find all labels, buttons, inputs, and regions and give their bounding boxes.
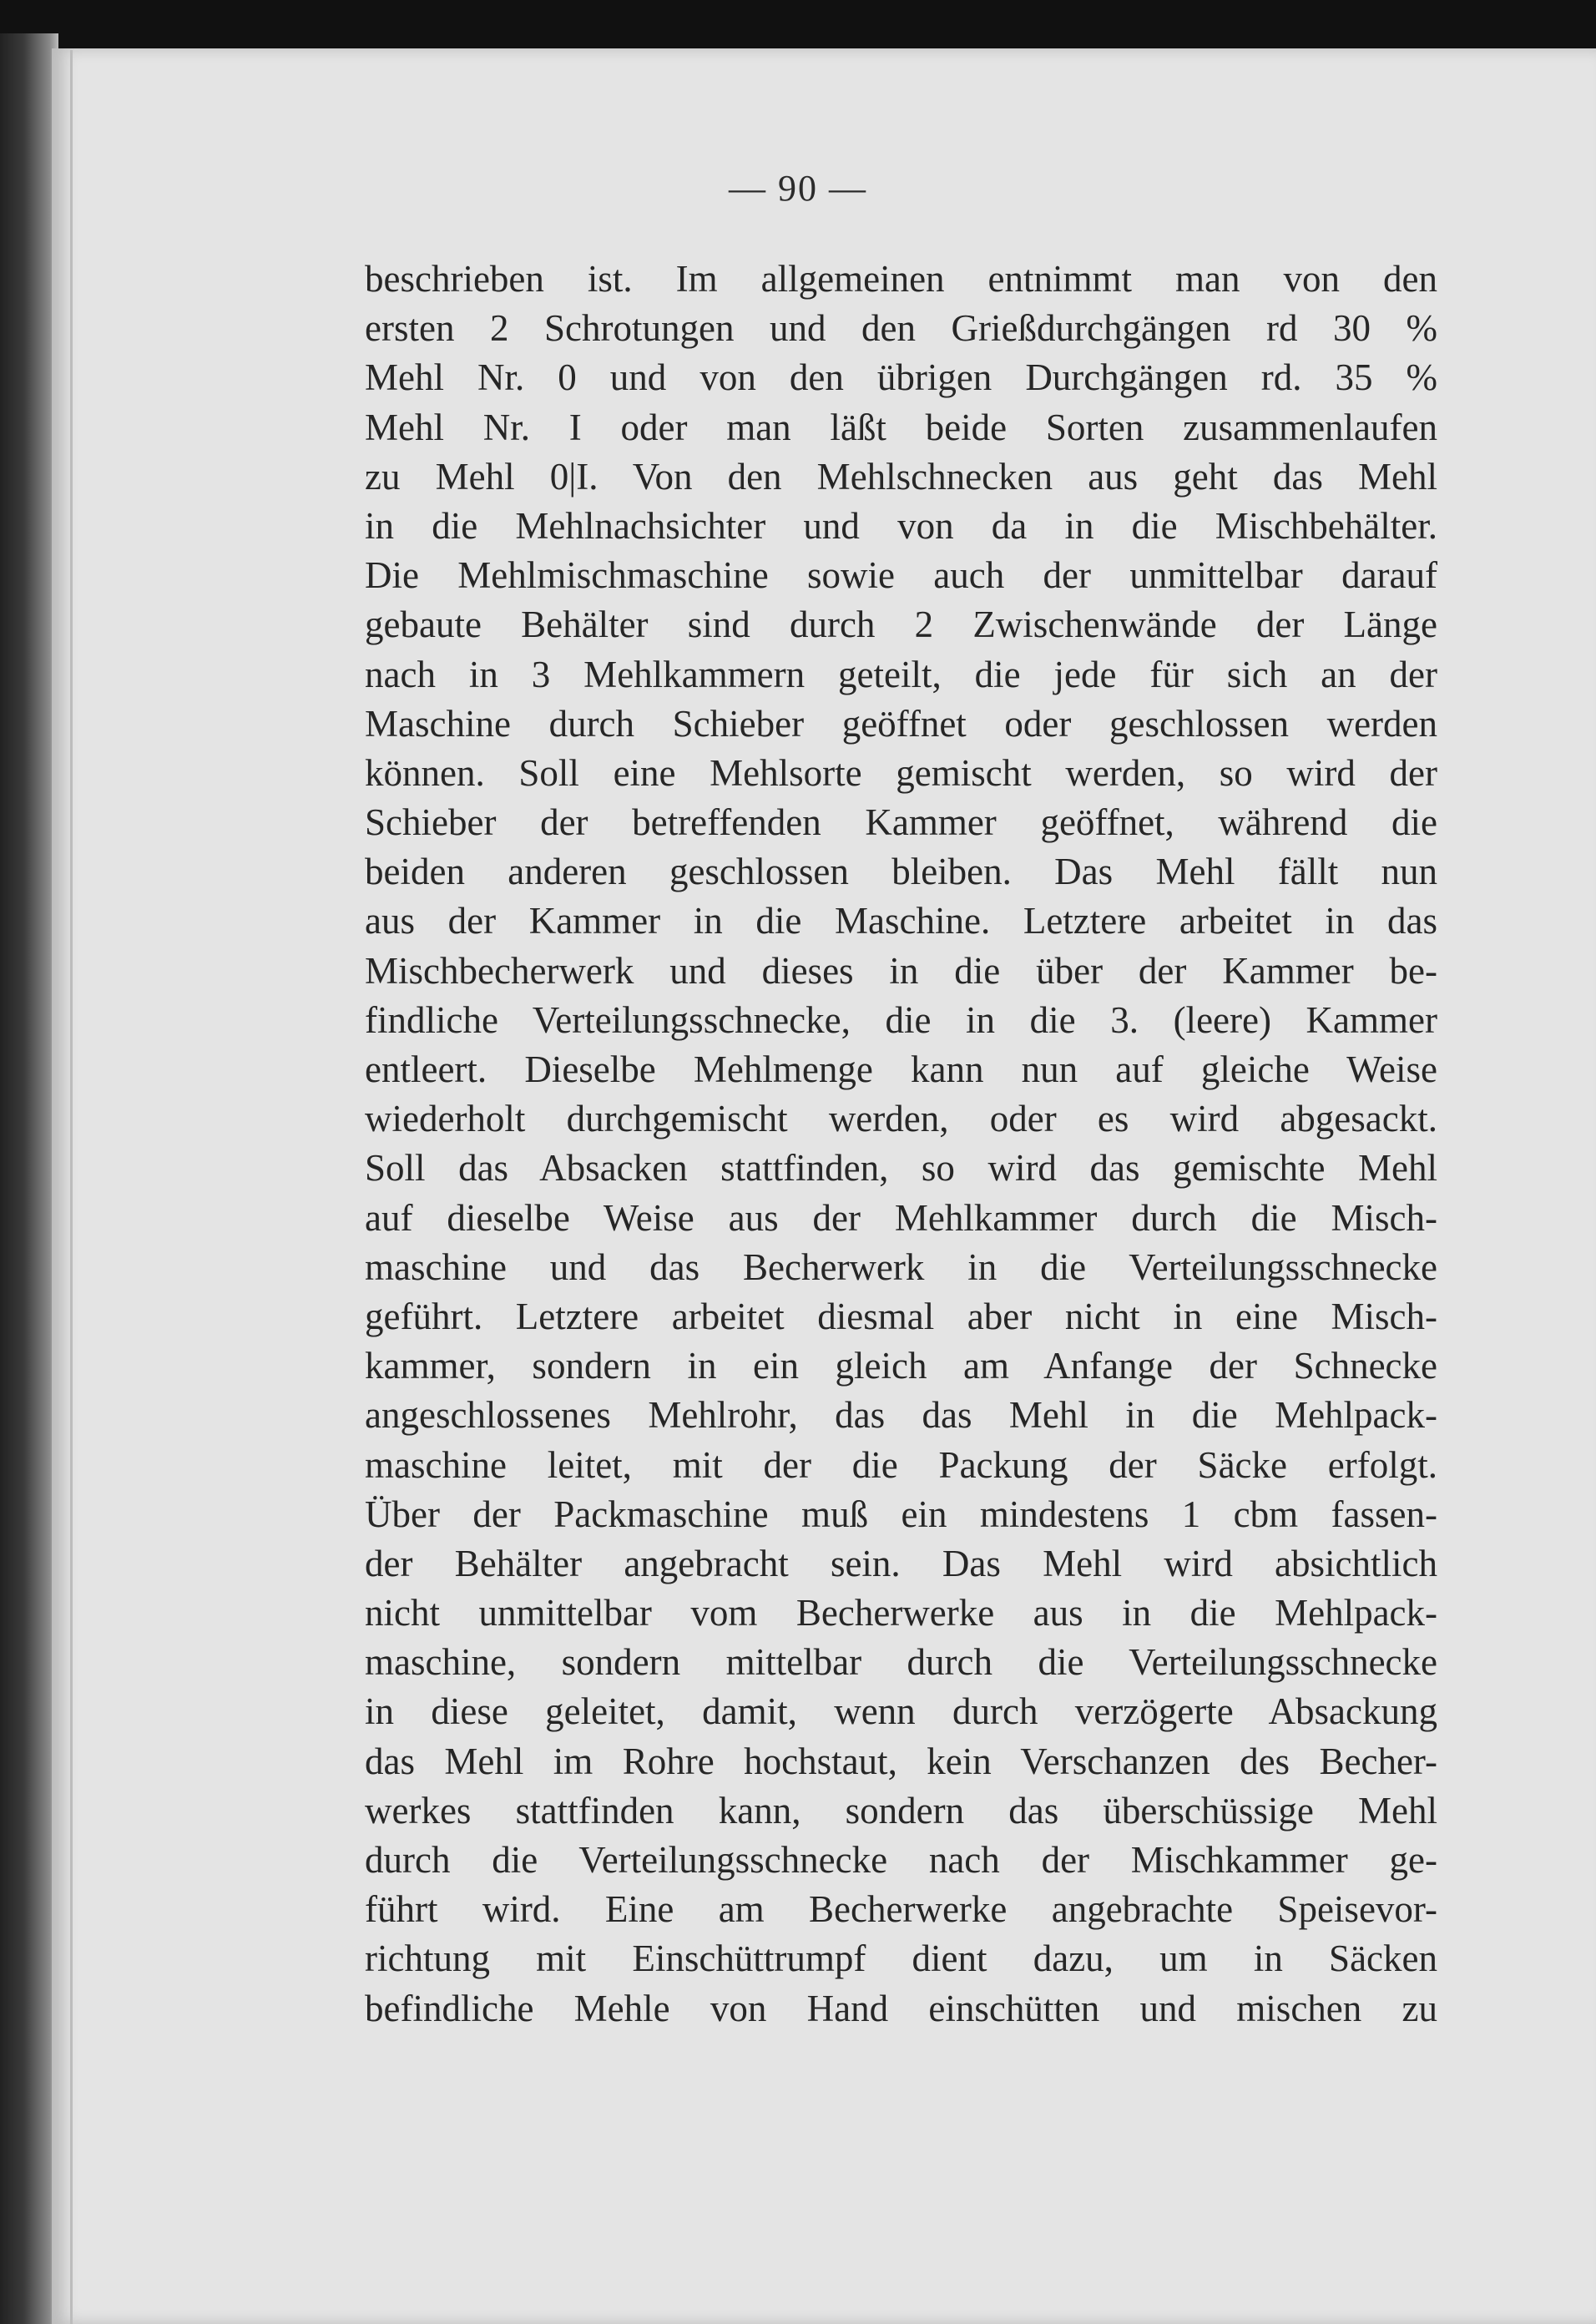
text-line: ersten 2 Schrotungen und den Grießdurchgängen rd 30 % <box>365 307 1437 350</box>
text-line: richtung mit Einschüttrumpf dient dazu, um in Säcken <box>365 1938 1437 1980</box>
text-line: Maschine durch Schieber geöffnet oder geschlossen werden <box>365 702 1437 745</box>
page-number: — 90 — <box>729 168 867 209</box>
text-line: der Behälter angebracht sein. Das Mehl wird absichtlich <box>365 1542 1437 1584</box>
text-line: Mehl Nr. I oder man läßt beide Sorten zusammenlaufen <box>365 406 1437 448</box>
text-line: auf dieselbe Weise aus der Mehlkammer durch die Misch- <box>365 1196 1437 1239</box>
text-line: nicht unmittelbar vom Becherwerke aus in die Mehlpack- <box>365 1592 1437 1634</box>
text-line: zu Mehl 0|I. Von den Mehlschnecken aus geht das Mehl <box>365 455 1437 498</box>
text-line: aus der Kammer in die Maschine. Letztere arbeitet in das <box>365 900 1437 942</box>
text-line: Mehl Nr. 0 und von den übrigen Durchgängen rd. 35 % <box>365 356 1437 399</box>
text-line: befindliche Mehle von Hand einschütten und mischen zu <box>365 1987 1437 2029</box>
text-line: beiden anderen geschlossen bleiben. Das Mehl fällt nun <box>365 851 1437 893</box>
text-line: gebaute Behälter sind durch 2 Zwischenwände der Länge <box>365 604 1437 646</box>
text-line: Über der Packmaschine muß ein mindestens 1 cbm fassen- <box>365 1493 1437 1535</box>
text-line: Mischbecherwerk und dieses in die über der Kammer be- <box>365 949 1437 992</box>
text-line: werkes stattfinden kann, sondern das überschüssige Mehl <box>365 1789 1437 1831</box>
text-line: angeschlossenes Mehlrohr, das das Mehl in die Mehlpack- <box>365 1394 1437 1437</box>
text-line: geführt. Letztere arbeitet diesmal aber nicht in eine Misch- <box>365 1295 1437 1337</box>
text-line: nach in 3 Mehlkammern geteilt, die jede für sich an der <box>365 653 1437 695</box>
page-fold-line <box>70 50 73 2324</box>
text-line: maschine leitet, mit der die Packung der Säcke erfolgt. <box>365 1443 1437 1486</box>
text-line: in diese geleitet, damit, wenn durch verzögerte Absackung <box>365 1690 1437 1733</box>
text-line: wiederholt durchgemischt werden, oder es wird abgesackt. <box>365 1098 1437 1140</box>
text-line: maschine und das Becherwerk in die Verteilungsschnecke <box>365 1245 1437 1288</box>
text-line: können. Soll eine Mehlsorte gemischt werden, so wird der <box>365 751 1437 794</box>
text-line: durch die Verteilungsschnecke nach der Mischkammer ge- <box>365 1839 1437 1881</box>
scan-left-border <box>0 33 58 2324</box>
body-text <box>365 255 1437 2034</box>
text-line: Soll das Absacken stattfinden, so wird das gemischte Mehl <box>365 1147 1437 1190</box>
text-line: Die Mehlmischmaschine sowie auch der unmittelbar darauf <box>365 554 1437 597</box>
text-line: das Mehl im Rohre hochstaut, kein Verschanzen des Becher- <box>365 1740 1437 1782</box>
scan-top-border <box>0 0 1596 52</box>
text-line: Schieber der betreffenden Kammer geöffnet, während die <box>365 801 1437 844</box>
text-line: beschrieben ist. Im allgemeinen entnimmt man von den <box>365 258 1437 300</box>
text-line: kammer, sondern in ein gleich am Anfange der Schnecke <box>365 1345 1437 1387</box>
text-line: in die Mehlnachsichter und von da in die Mischbehälter. <box>365 504 1437 547</box>
text-line: maschine, sondern mittelbar durch die Verteilungsschnecke <box>365 1641 1437 1684</box>
text-line: führt wird. Eine am Becherwerke angebrachte Speisevor- <box>365 1888 1437 1931</box>
text-line: entleert. Dieselbe Mehlmenge kann nun auf gleiche Weise <box>365 1048 1437 1090</box>
text-line: findliche Verteilungsschnecke, die in die 3. (leere) Kammer <box>365 998 1437 1041</box>
